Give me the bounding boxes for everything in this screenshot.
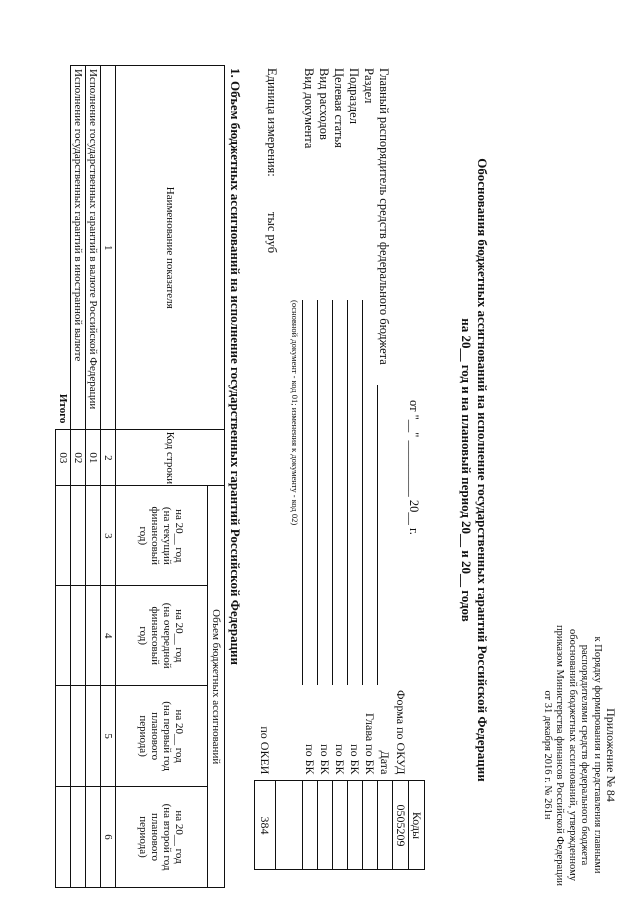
- codes-row-value[interactable]: [318, 781, 333, 870]
- form-title-line1: Обоснования бюджетных ассигнований на исполнение государственных гарантий Российской Федерации: [475, 158, 490, 782]
- total-value[interactable]: [56, 486, 71, 586]
- codes-row: [318, 690, 333, 870]
- col-number: 3: [101, 486, 116, 586]
- appendix-block: [541, 625, 619, 885]
- label-podrazdel: Подраздел: [347, 68, 361, 124]
- appendix-line: обоснований бюджетных ассигнований, утвержденному: [567, 629, 578, 881]
- codes-row: [276, 690, 303, 870]
- codes-table: [254, 690, 425, 870]
- codes-row-value[interactable]: [378, 781, 393, 870]
- codes-row-label: Форма по ОКУД: [394, 690, 408, 775]
- codes-row-label: по БК: [333, 744, 348, 775]
- doc-type-note: (основной документ - код 01; изменения к документу - код 02): [290, 300, 300, 526]
- codes-row-label: Глава по БК: [363, 712, 378, 775]
- col-number: 6: [101, 787, 116, 888]
- row-value[interactable]: [71, 686, 86, 787]
- codes-row-value[interactable]: [363, 781, 378, 870]
- label-razdel: Раздел: [362, 68, 376, 104]
- appendix-title: Приложение № 84: [604, 708, 618, 802]
- okei-label: по ОКЕИ: [258, 726, 273, 775]
- label-edinitsa: Единица измерения:: [265, 68, 279, 177]
- row-value[interactable]: [86, 586, 101, 686]
- codes-row: [348, 690, 363, 870]
- appendix-line: от 31 декабря 2016 г. № 261н: [542, 690, 553, 820]
- row-code: 02: [71, 430, 86, 486]
- total-code: 03: [56, 430, 71, 486]
- header-period: на 20__ год (на второй год планового периода): [116, 787, 208, 888]
- table-header-row: [208, 66, 225, 888]
- table-row: [86, 66, 101, 888]
- codes-header: Коды: [409, 781, 425, 870]
- col-number: 1: [101, 66, 116, 430]
- row-value[interactable]: [86, 787, 101, 888]
- col-number: 2: [101, 430, 116, 486]
- section1-title: 1. Объем бюджетных ассигнований на исполнение государственных гарантий Российской Федерации: [228, 68, 243, 666]
- row-value[interactable]: [71, 787, 86, 888]
- row-value[interactable]: [86, 486, 101, 586]
- col-number: 4: [101, 586, 116, 686]
- tselevaya-underline: [332, 300, 333, 685]
- header-code: Код строки: [116, 430, 225, 486]
- codes-row: [378, 690, 393, 870]
- codes-row-value[interactable]: [276, 781, 303, 870]
- codes-header-row: [409, 690, 425, 870]
- form-title-line2: на 20__ год и на плановый период 20__ и 20__ годов: [459, 318, 474, 622]
- header-period: на 20__ год (на текущий финансовый год): [116, 486, 208, 586]
- codes-row-value[interactable]: [348, 781, 363, 870]
- row-value[interactable]: [71, 586, 86, 686]
- header-period: на 20__ год (на первый год планового периода): [116, 686, 208, 787]
- codes-row: [303, 690, 318, 870]
- appendix-line: к Порядку формирования и представления главными: [592, 636, 603, 874]
- codes-row-value[interactable]: 0505209: [393, 781, 409, 870]
- edinitsa-value: тыс руб: [265, 212, 279, 254]
- codes-row: [393, 690, 409, 870]
- codes-row-label: по БК: [348, 744, 363, 775]
- podrazdel-underline: [347, 300, 348, 685]
- codes-row-label: по БК: [303, 744, 318, 775]
- label-glavny-raspor: Главный распорядитель средств федерального бюджета: [377, 68, 391, 365]
- total-label: Итого: [57, 393, 69, 424]
- header-volume: Объем бюджетных ассигнований: [208, 486, 225, 888]
- total-row: [56, 66, 71, 888]
- row-code: 01: [86, 430, 101, 486]
- codes-okei-row: [255, 690, 276, 870]
- appendix-line: приказом Министерства финансов Российской Федерации: [554, 625, 566, 886]
- total-value[interactable]: [56, 686, 71, 787]
- codes-row-label: Дата: [378, 750, 393, 775]
- table-row: [71, 66, 86, 888]
- col-number: 5: [101, 686, 116, 787]
- row-value[interactable]: [86, 686, 101, 787]
- date-line: от "__" _________ 20__ г.: [407, 400, 421, 535]
- row-value[interactable]: [71, 486, 86, 586]
- codes-row-value[interactable]: [303, 781, 318, 870]
- form-title: [458, 150, 490, 790]
- total-value[interactable]: [56, 787, 71, 888]
- label-vid-rashodov: Вид расходов: [317, 68, 331, 140]
- razdel-underline: [362, 300, 363, 685]
- appendix-line: распорядителями средств федерального бюджета: [579, 644, 591, 866]
- row-name: Исполнение государственных гарантий в иностранной валюте: [71, 66, 86, 430]
- codes-row-label: [276, 690, 303, 781]
- label-vid-dokumenta: Вид документа: [302, 68, 316, 149]
- codes-row: [363, 690, 378, 870]
- row-name: Исполнение государственных гарантий в валюте Российской Федерации: [86, 66, 101, 430]
- vid-dokumenta-underline: [302, 300, 303, 685]
- budget-table: [56, 65, 226, 888]
- codes-row: [333, 690, 348, 870]
- okei-value[interactable]: 384: [255, 781, 276, 870]
- codes-row-label: по БК: [318, 744, 333, 775]
- total-value[interactable]: [56, 586, 71, 686]
- glavny-underline: [377, 385, 378, 685]
- codes-row-value[interactable]: [333, 781, 348, 870]
- header-period: на 20__ год (на очередной финансовый год): [116, 586, 208, 686]
- header-name: Наименование показателя: [116, 66, 225, 430]
- column-number-row: [101, 66, 116, 888]
- vid-rashodov-underline: [317, 300, 318, 685]
- label-tselevaya-statya: Целевая статья: [332, 68, 346, 148]
